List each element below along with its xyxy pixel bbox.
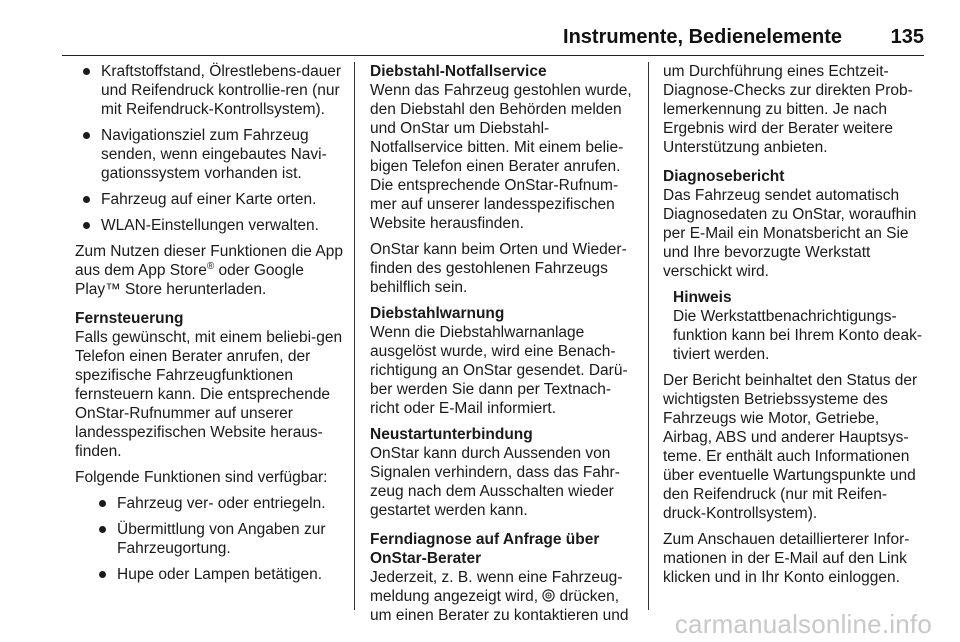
column-3	[663, 62, 928, 594]
fernsteuerung-paragraph: Falls gewünscht, mit einem beliebi-gen Telefon einen Berater anrufen, der spezifische Fahrzeugfunktionen fernsteuern kann. Die entsprechende OnStar-Rufnummer auf unserer landesspezifischen Website heraus-finden.	[75, 329, 343, 460]
list-item: WLAN-Einstellungen verwalten.	[75, 216, 343, 235]
section-title: Instrumente, Bedienelemente	[563, 26, 842, 48]
list-item: Kraftstoffstand, Ölrestlebens-dauer und Reifendruck kontrollie-ren (nur mit Reifendruck-Kontrollsystem).	[75, 62, 343, 119]
heading-diagnosebericht: Diagnosebericht	[663, 168, 785, 185]
diebstahl-paragraph-2: OnStar kann beim Orten und Wieder-finden des gestohlenen Fahrzeugs behilflich sein.	[370, 241, 627, 296]
watermark: carmanualsonline.info	[674, 609, 932, 639]
heading-ferndiagnose: Ferndiagnose auf Anfrage über OnStar-Berater	[370, 531, 600, 567]
page-number: 135	[890, 26, 924, 48]
column-divider	[354, 62, 355, 610]
registered-mark: ®	[206, 260, 215, 272]
column-1	[75, 62, 343, 591]
page-header	[0, 0, 960, 56]
onstar-button-icon	[542, 589, 555, 602]
diebstahlwarnung-paragraph: Wenn die Diebstahlwarnanlage ausgelöst wurde, wird eine Benach-richtigung an OnStar gesendet. Darü-ber werden Sie dann per Textnach-richt oder E-Mail informiert.	[370, 324, 628, 417]
continued-paragraph: um Durchführung eines Echtzeit-Diagnose-Checks zur direkten Prob-lemerkennung zu bitten. Je nach Ergebnis wird der Berater weitere Unterstützung anbieten.	[663, 63, 913, 156]
ferndiagnose-paragraph: Jederzeit, z. B. wenn eine Fahrzeug-meldung angezeigt wird, drücken, um einen Berater zu kontaktieren und	[370, 569, 629, 624]
list-item: Hupe oder Lampen betätigen.	[91, 565, 343, 584]
app-download-paragraph: Zum Nutzen dieser Funktionen die App aus dem App Store® oder Google Play™ Store herunterladen.	[75, 243, 343, 298]
status-paragraph: Der Bericht beinhaltet den Status der wichtigsten Betriebssysteme des Fahrzeugs wie Motor, Getriebe, Airbag, ABS und anderer Hauptsys-teme. Er enthält auch Informationen über eventuelle Wartungspunkte und den Reifendruck (nur mit Reifen-druck-Kontrollsystem).	[663, 372, 918, 522]
list-item: Übermittlung von Angaben zur Fahrzeugortung.	[91, 520, 343, 558]
header-rule	[62, 55, 924, 56]
heading-hinweis: Hinweis	[673, 289, 732, 306]
email-paragraph: Zum Anschauen detaillierterer Infor-mationen in der E-Mail auf den Link klicken und in Ihr Konto einloggen.	[663, 531, 910, 586]
heading-diebstahlwarnung: Diebstahlwarnung	[370, 305, 505, 322]
function-list	[91, 494, 343, 584]
heading-fernsteuerung: Fernsteuerung	[75, 310, 184, 327]
feature-list	[75, 62, 343, 235]
functions-intro: Folgende Funktionen sind verfügbar:	[75, 469, 328, 486]
list-item: Navigationsziel zum Fahrzeug senden, wenn eingebautes Navi-gationssystem vorhanden ist.	[75, 126, 343, 183]
list-item: Fahrzeug ver- oder entriegeln.	[91, 494, 343, 513]
diagnosebericht-paragraph: Das Fahrzeug sendet automatisch Diagnosedaten zu OnStar, woraufhin per E-Mail ein Monatsbericht an Sie und Ihre bevorzugte Werkstatt verschickt wird.	[663, 187, 917, 280]
diebstahl-paragraph: Wenn das Fahrzeug gestohlen wurde, den Diebstahl den Behörden melden und OnStar um Diebstahl-Notfallservice bitten. Mit einem belie-bigen Telefon einen Berater anrufen. Die entsprechende OnStar-Rufnum-mer auf unserer landesspezifischen Website herausfinden.	[370, 82, 632, 232]
heading-diebstahl-notfallservice: Diebstahl-Notfallservice	[370, 63, 547, 80]
list-item: Fahrzeug auf einer Karte orten.	[75, 190, 343, 209]
heading-neustartunterbindung: Neustartunterbindung	[370, 426, 533, 443]
note-box	[673, 288, 928, 364]
hinweis-paragraph: Die Werkstattbenachrichtigungs-funktion kann bei Ihrem Konto deak-tiviert werden.	[673, 308, 923, 363]
column-2	[370, 62, 636, 632]
neustart-paragraph: OnStar kann durch Aussenden von Signalen verhindern, dass das Fahr-zeug nach dem Ausschalten wieder gestartet werden kann.	[370, 445, 620, 519]
column-divider	[648, 62, 649, 610]
